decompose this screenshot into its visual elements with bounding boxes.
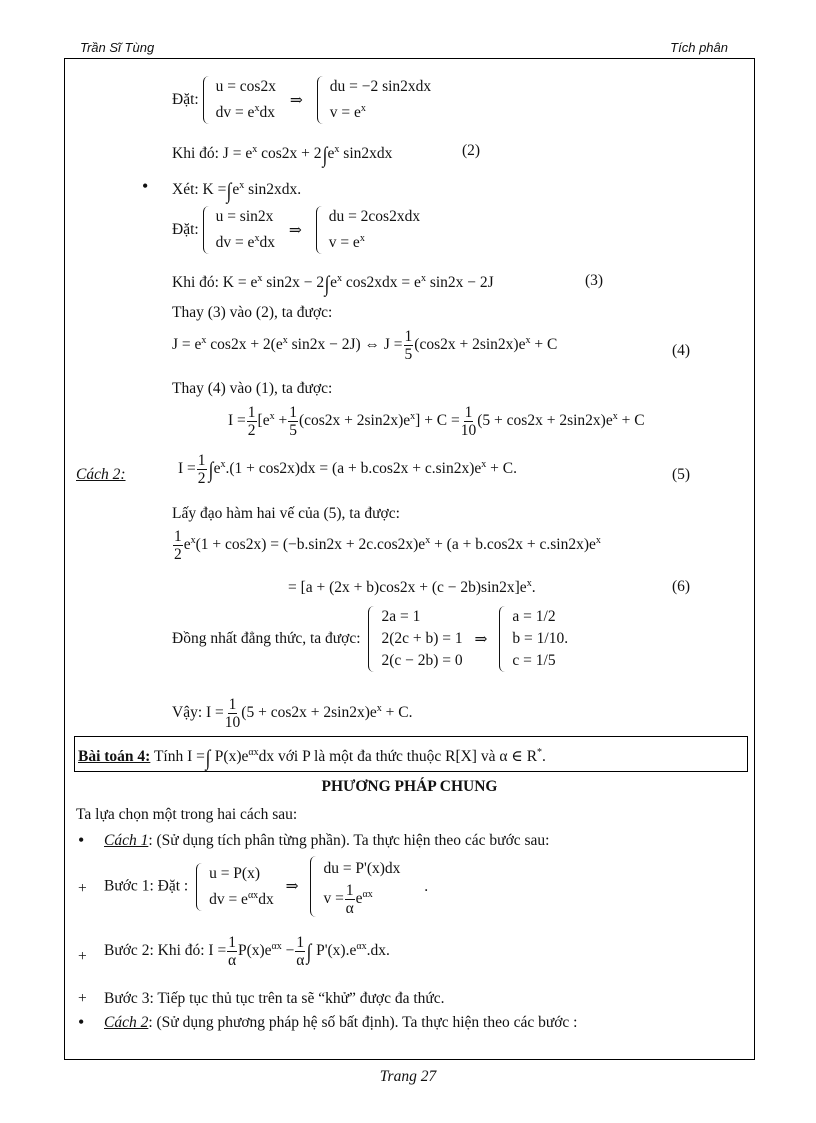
bullet: • (78, 830, 85, 850)
eq-number-3: (3) (585, 272, 604, 289)
thay-3-vao-2: Thay (3) vào (2), ta được: (172, 304, 333, 321)
brace (203, 76, 212, 124)
eq-number-2: (2) (462, 142, 481, 159)
j-equation: $J = e^x$ $\cos 2x + 2(e^x$ sin2x − 2J) ⇔ J = $\frac{1}{5}$ $(\cos 2x + 2\sin 2x)e^x + C$ (172, 328, 558, 363)
brace (317, 76, 326, 124)
eq-number-4: (4) (672, 342, 691, 359)
derivative-equation: $\frac{1}{2}$ $e^x(1 + \cos 2x) = (-b.\sin 2x + 2c.\cos 2x)e^x + (a + b.\cos 2x + c.\sin 2x)e^x$ (174, 528, 601, 563)
eq-number-6: (6) (672, 578, 691, 595)
substitution-1: Đặt: u = cos2x dv = $e^xdx$ ⇒ du = −2 sin2xdx $v = e^x$ (172, 76, 431, 124)
bullet: • (142, 176, 149, 196)
lay-dao-ham: Lấy đạo hàm hai vế của (5), ta được: (172, 505, 400, 522)
vay-conclusion: Vậy: I = $\frac{1}{10}$ $(5 + \cos 2x + 2\sin 2x)e^x + C$. (172, 696, 413, 731)
cach-2-label: Cách 2: (76, 466, 126, 483)
cach-2-equation: I = $\frac{1}{2}$ $\int e^x.(1 + \cos 2x)dx = (a + b.\cos 2x + c.\sin 2x)e^x + C$. (178, 452, 517, 487)
khi-do-1: Khi đó: $J = e^x$ $\cos 2x + 2\int e^x$ sin2xdx (172, 142, 393, 167)
substitution-2: Đặt: u = sin2x dv = $e^xdx$ ⇒ du = 2cos2xdx $v = e^x$ (172, 206, 420, 254)
thay-4-vao-1: Thay (4) vào (1), ta được: (172, 380, 333, 397)
method-title: PHƯƠNG PHÁP CHUNG (321, 778, 498, 795)
buoc-2: Bước 2: Khi đó: I = $\frac{1}{\alpha}$ $P(x)e^{\alpha x}$ − $\frac{1}{\alpha}$ ∫ $P'(x).e^{\alpha x}.dx$. (104, 934, 390, 969)
bullet: • (78, 1012, 85, 1032)
plus-marker: + (78, 948, 87, 965)
cach-1-line: Cách 1: (Sử dụng tích phân từng phần). Ta thực hiện theo các bước sau: (104, 832, 550, 849)
khi-do-2: Khi đó: $K = e^x$ $\sin 2x - 2\int e^x$ $\cos 2xdx = e^x$ sin2x − 2J (172, 271, 494, 296)
derivative-equation-2: = $[a + (2x + b)\cos 2x + (c - 2b)\sin 2x]e^x$. (288, 578, 536, 596)
i-equation: I = $\frac{1}{2}$ [$e^x$ + $\frac{1}{5}$ $(\cos 2x + 2\sin 2x)e^x] + C$ = $\frac{1}{10}$ $(5 + \cos 2x + 2\sin 2x)e^x + C$ (228, 404, 645, 439)
header-author: Trần Sĩ Tùng (80, 40, 155, 55)
eq-number-5: (5) (672, 466, 691, 483)
dat-label: Đặt: (172, 91, 199, 108)
buoc-1: Bước 1: Đặt : u = P(x) dv = $e^{\alpha x}dx$ ⇒ du = P'(x)dx v = $\frac{1}{\alpha}$ $e^{\alpha x}$ . (104, 856, 428, 917)
plus-marker: + (78, 880, 87, 897)
xet-k: Xét: $K =\int e^x$ sin2xdx. (172, 178, 302, 203)
header-subject: Tích phân (670, 40, 728, 55)
buoc-3: Bước 3: Tiếp tục thủ tục trên ta sẽ “khử” được đa thức. (104, 990, 445, 1007)
problem-statement: Bài toán 4: Tính I =∫ $P(x)e^{\alpha x}dx$ với P là một đa thức thuộc R[X] và α ∈ R*. (78, 745, 546, 770)
cach-2-method-line: Cách 2: (Sử dụng phương pháp hệ số bất định). Ta thực hiện theo các bước : (104, 1014, 578, 1031)
dong-nhat: Đồng nhất đẳng thức, ta được: 2a = 1 2(2c + b) = 1 2(c − 2b) = 0 ⇒ a = 1/2 b = 1/10. c = 1/5 (172, 606, 568, 672)
problem-label: Bài toán 4: (78, 748, 151, 765)
page-number: Trang 27 (379, 1068, 437, 1085)
plus-marker: + (78, 990, 87, 1007)
method-intro: Ta lựa chọn một trong hai cách sau: (76, 806, 298, 823)
